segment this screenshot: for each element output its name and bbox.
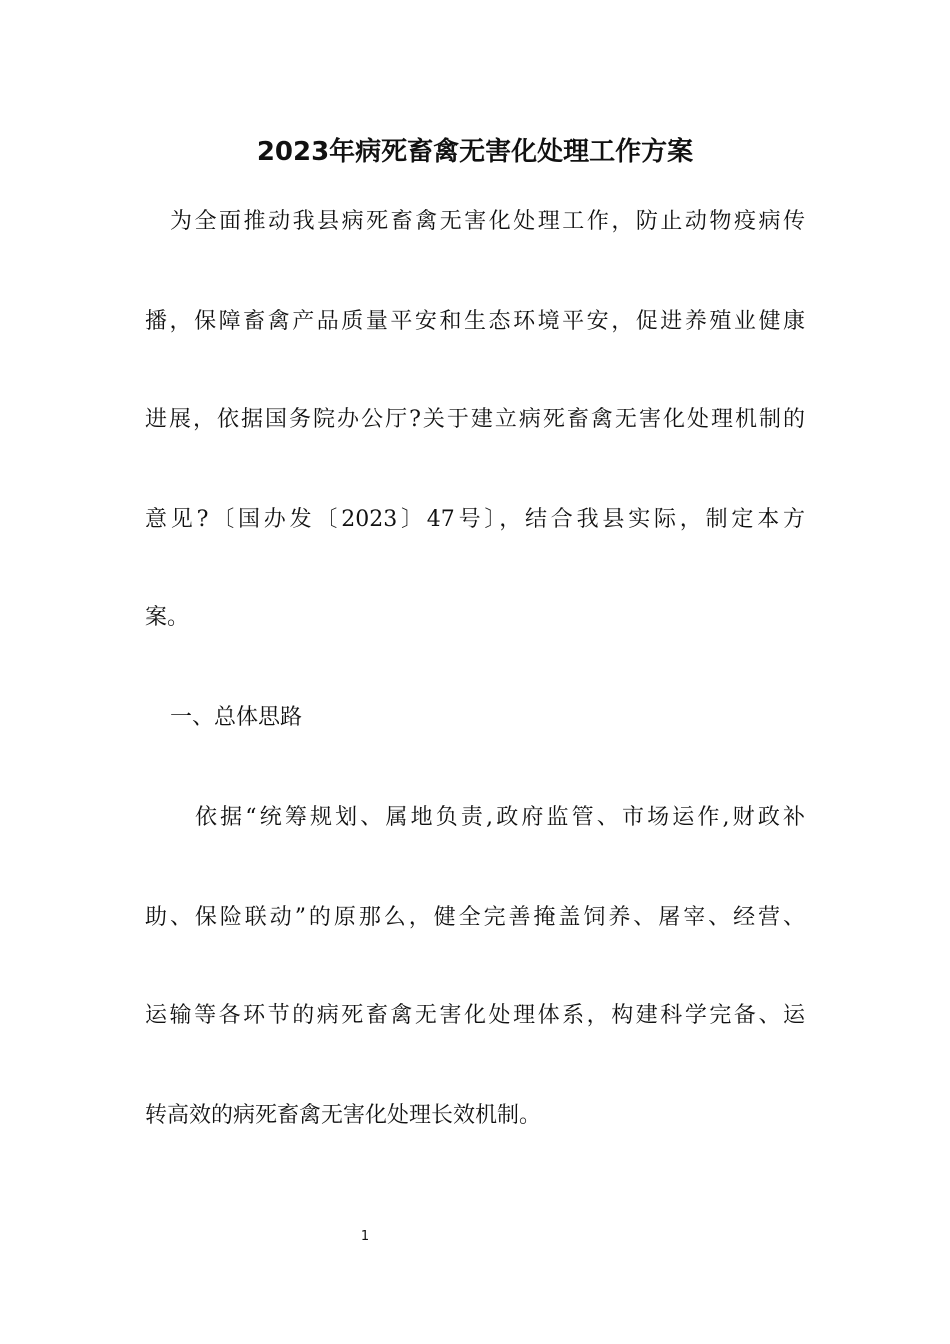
paragraph-2-line-3: 运输等各环节的病死畜禽无害化处理体系，构建科学完备、运 xyxy=(145,1003,805,1028)
paragraph-1-line-5: 案。 xyxy=(145,605,190,630)
page-number: 1 xyxy=(360,1229,370,1244)
paragraph-1-line-2: 播，保障畜禽产品质量平安和生态环境平安，促进养殖业健康 xyxy=(145,309,805,334)
paragraph-1-line-3: 进展，依据国务院办公厅?关于建立病死畜禽无害化处理机制的 xyxy=(145,407,805,432)
document-title: 2023年病死畜禽无害化处理工作方案 xyxy=(256,137,694,167)
paragraph-1-line-4: 意见?〔国办发〔2023〕47号〕，结合我县实际，制定本方 xyxy=(145,507,805,532)
section-heading-overall-approach: 一、总体思路 xyxy=(170,705,303,730)
paragraph-1-line-1: 为全面推动我县病死畜禽无害化处理工作，防止动物疫病传 xyxy=(170,209,805,234)
paragraph-2-line-4: 转高效的病死畜禽无害化处理长效机制。 xyxy=(145,1103,542,1128)
paragraph-2-line-1: 依据“统筹规划、属地负责,政府监管、市场运作,财政补 xyxy=(195,805,805,830)
paragraph-2-line-2: 助、保险联动”的原那么，健全完善掩盖饲养、屠宰、经营、 xyxy=(145,905,805,930)
